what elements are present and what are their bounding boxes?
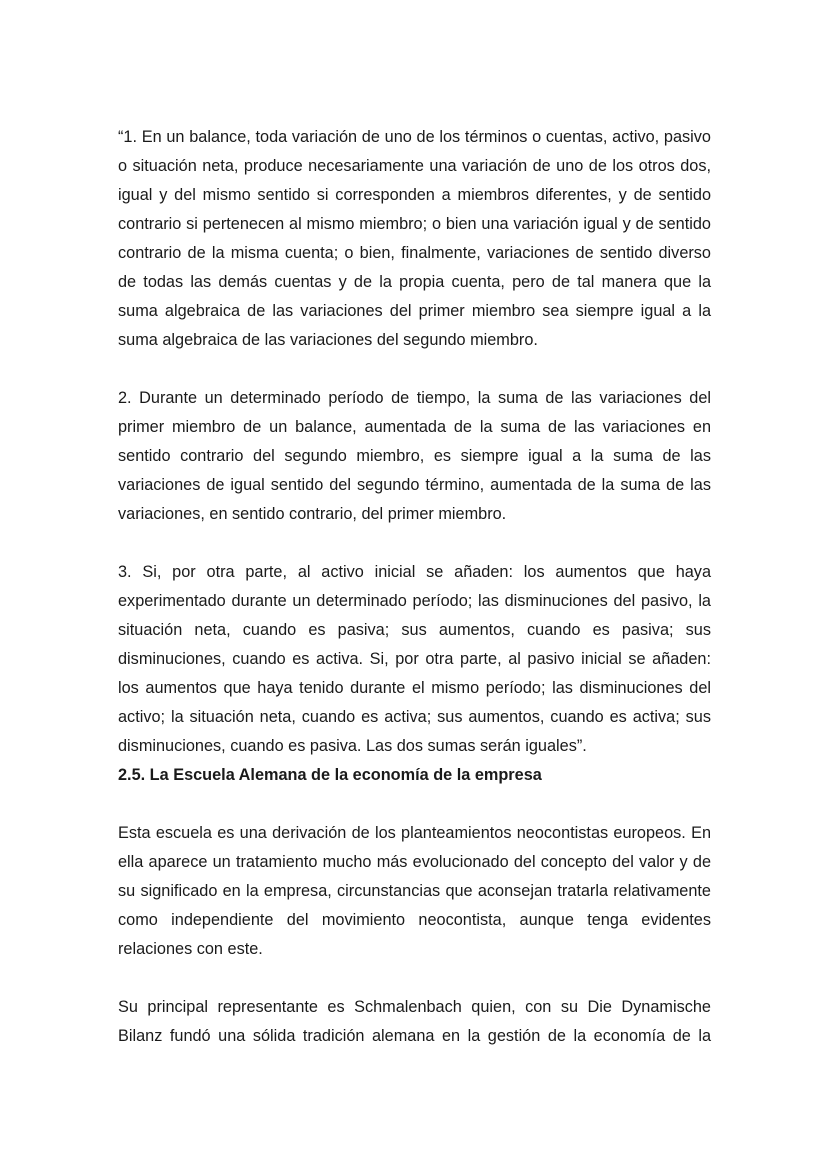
paragraph-2: 2. Durante un determinado período de tiempo, la suma de las variaciones del primer miembro de un balance, aumentada de la suma de las variaciones en sentido contrario del segundo miembro, es siempre igual a la suma de las variaciones de igual sentido del segundo término, aumentada de la suma de las variaciones, en sentido contrario, del primer miembro. bbox=[118, 389, 711, 523]
paragraph-spacer bbox=[118, 529, 711, 558]
paragraph-1: “1. En un balance, toda variación de uno de los términos o cuentas, activo, pasivo o situación neta, produce necesariamente una variación de uno de los otros dos, igual y del mismo sentido si corresponden a miembros diferentes, y de sentido contrario si pertenecen al mismo miembro; o bien una variación igual y de sentido contrario de la misma cuenta; o bien, finalmente, variaciones de sentido diverso de todas las demás cuentas y de la propia cuenta, pero de tal manera que la suma algebraica de las variaciones del primer miembro sea siempre igual a la suma algebraica de las variaciones del segundo miembro. bbox=[118, 128, 711, 349]
paragraph-spacer bbox=[118, 355, 711, 384]
paragraph-spacer bbox=[118, 790, 711, 819]
document-body bbox=[118, 123, 711, 1051]
paragraph-4: Esta escuela es una derivación de los planteamientos neocontistas europeos. En ella aparece un tratamiento mucho más evolucionado del concepto del valor y de su significado en la empresa, circunstancias que aconsejan tratarla relativamente como independiente del movimiento neocontista, aunque tenga evidentes relaciones con este. bbox=[118, 824, 711, 958]
paragraph-5: Su principal representante es Schmalenbach quien, con su Die Dynamische Bilanz fundó una sólida tradición alemana en la gestión de la economía de la bbox=[118, 998, 711, 1045]
paragraph-spacer bbox=[118, 964, 711, 993]
paragraph-3: 3. Si, por otra parte, al activo inicial se añaden: los aumentos que haya experimentado durante un determinado período; las disminuciones del pasivo, la situación neta, cuando es pasiva; sus aumentos, cuando es pasiva; sus disminuciones, cuando es activa. Si, por otra parte, al pasivo inicial se añaden: los aumentos que haya tenido durante el mismo período; las disminuciones del activo; la situación neta, cuando es activa; sus aumentos, cuando es activa; sus disminuciones, cuando es pasiva. Las dos sumas serán iguales”. bbox=[118, 563, 711, 755]
section-heading: 2.5. La Escuela Alemana de la economía de la empresa bbox=[118, 766, 542, 784]
